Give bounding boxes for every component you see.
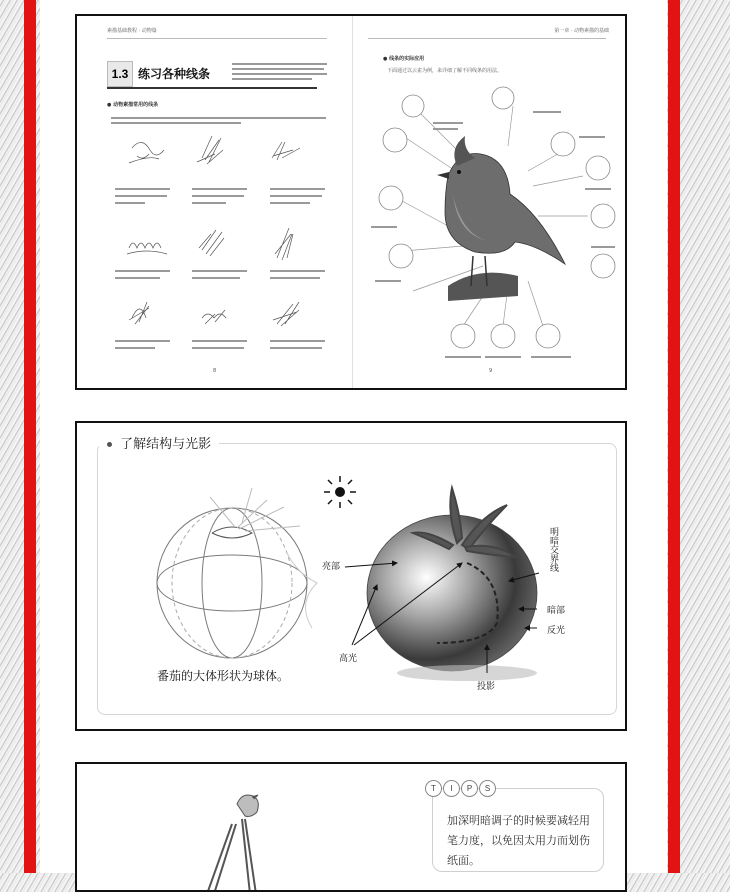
- right-subsection-title: ● 线条的实际应用: [383, 56, 425, 62]
- sphere-caption: 番茄的大体形状为球体。: [157, 669, 290, 683]
- left-header-rule: [107, 38, 327, 39]
- left-page-number: 8: [213, 368, 217, 374]
- subsection-title: ● 动物素描常用的线条: [107, 102, 159, 108]
- right-intro-text: 下面通过以云雀为例，来详细了解不同线条的用法。: [387, 68, 503, 74]
- tips-letter-t: T: [425, 780, 442, 797]
- lark-illustration: [353, 76, 627, 376]
- line-stroke-samples: [77, 128, 352, 388]
- right-page: [353, 16, 627, 390]
- tips-letter-i: I: [443, 780, 460, 797]
- bird-on-branch-sketch: [192, 779, 312, 892]
- product-detail-stage: [40, 0, 667, 873]
- label-highlight: 高光: [339, 654, 358, 664]
- tips-text: 加深明暗调子的时候要减轻用笔力度，以免因太用力而划伤纸面。: [447, 814, 590, 867]
- annotation-arrows: [77, 423, 627, 731]
- section-intro-text: [232, 60, 327, 83]
- tips-bubble: [431, 784, 604, 872]
- right-header-rule: [368, 38, 606, 39]
- label-reflected-light: 反光: [547, 626, 566, 636]
- left-page: [77, 16, 352, 390]
- label-dark-side: 暗部: [547, 606, 566, 616]
- right-page-header: 第一章 · 动物素描的基础: [554, 28, 609, 34]
- subsection-body: [111, 114, 326, 127]
- left-page-header: 素描基础教程 · 动物篇: [107, 28, 157, 34]
- book-spread-card: [75, 14, 627, 390]
- label-cast-shadow: 投影: [477, 682, 496, 692]
- structure-light-card: [75, 421, 627, 731]
- label-terminator: 明暗交界线: [548, 527, 558, 572]
- label-light-side: 亮部: [322, 562, 341, 572]
- tips-letter-s: S: [479, 780, 496, 797]
- right-page-number: 9: [489, 368, 493, 374]
- right-red-band: [668, 0, 680, 873]
- section-title: 练习各种线条: [138, 67, 211, 81]
- left-red-band-outer: [26, 0, 36, 873]
- section-number: 1.3: [107, 61, 133, 87]
- structure-heading-text: 了解结构与光影: [120, 437, 212, 452]
- tips-letter-p: P: [461, 780, 478, 797]
